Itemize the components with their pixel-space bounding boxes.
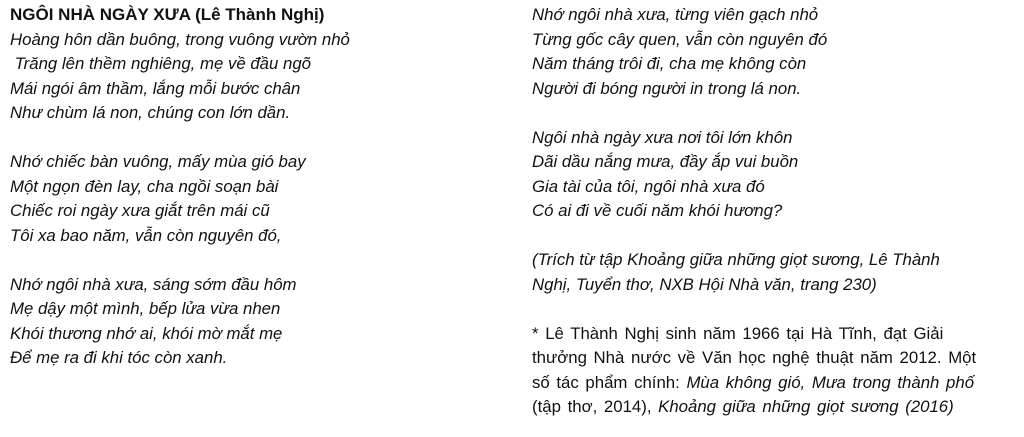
poem-line: Năm tháng trôi đi, cha mẹ không còn bbox=[532, 54, 807, 73]
stanza-3 bbox=[10, 273, 510, 371]
poem-line: Người đi bóng người in trong lá non. bbox=[532, 78, 802, 98]
poem-line: Gia tài của tôi, ngôi nhà xưa đó bbox=[532, 176, 765, 196]
poem-line: Như chùm lá non, chúng con lớn dần. bbox=[10, 103, 291, 122]
poem-line: Để mẹ ra đi khi tóc còn xanh. bbox=[10, 348, 228, 367]
stanza-gap bbox=[10, 126, 510, 151]
stanza-gap bbox=[10, 248, 510, 273]
poem-line: Một ngọn đèn lay, cha ngồi soạn bài bbox=[10, 176, 279, 196]
note-line: * Lê Thành Nghị sinh năm 1966 tại Hà Tĩnh, đạt Giải bbox=[532, 323, 944, 343]
section-gap bbox=[532, 297, 1024, 322]
author-note bbox=[532, 322, 1024, 420]
poem-line: Mẹ dậy một mình, bếp lửa vừa nhen bbox=[10, 299, 281, 318]
stanza-1 bbox=[10, 28, 510, 126]
note-line: thưởng Nhà nước về Văn học nghệ thuật năm 2012. Một bbox=[532, 348, 977, 367]
poem-line: Hoàng hôn dần buông, trong vuông vườn nhỏ bbox=[10, 29, 350, 49]
poem-line: Chiếc roi ngày xưa giắt trên mái cũ bbox=[10, 201, 270, 220]
poem-line: Từng gốc cây quen, vẫn còn nguyên đó bbox=[532, 29, 828, 49]
stanza-gap bbox=[532, 224, 1024, 249]
poem-title: NGÔI NHÀ NGÀY XƯA (Lê Thành Nghị) bbox=[10, 5, 325, 24]
poem-line: Có ai đi về cuối năm khói hương? bbox=[532, 201, 783, 220]
source-citation bbox=[532, 248, 1024, 297]
poem-line: Trăng lên thềm nghiêng, mẹ về đầu ngõ bbox=[10, 54, 312, 73]
note-line bbox=[532, 395, 1024, 420]
stanza-4 bbox=[532, 3, 1024, 101]
source-line: (Trích từ tập Khoảng giữa những giọt sương, Lê Thành bbox=[532, 250, 940, 269]
poem-line: Nhớ chiếc bàn vuông, mấy mùa gió bay bbox=[10, 152, 306, 171]
note-text: số tác phẩm chính: bbox=[532, 372, 687, 392]
note-text: (tập thơ, 2014), bbox=[532, 397, 659, 416]
poem-line: Nhớ ngôi nhà xưa, sáng sớm đầu hôm bbox=[10, 274, 297, 294]
poem-line: Mái ngói âm thầm, lắng mỗi bước chân bbox=[10, 78, 301, 98]
poem-line: Tôi xa bao năm, vẫn còn nguyên đó, bbox=[10, 225, 282, 245]
poem-line: Nhớ ngôi nhà xưa, từng viên gạch nhỏ bbox=[532, 5, 819, 24]
poem-line: Dãi dầu nắng mưa, đầy ắp vui buồn bbox=[532, 152, 799, 171]
poem-left-column bbox=[10, 0, 510, 371]
source-line: Nghị, Tuyển thơ, NXB Hội Nhà văn, trang 230) bbox=[532, 274, 877, 294]
poem-line: Khói thương nhớ ai, khói mờ mắt mẹ bbox=[10, 323, 283, 343]
stanza-gap bbox=[532, 101, 1024, 126]
stanza-5 bbox=[532, 126, 1024, 224]
poem-right-column bbox=[532, 0, 1024, 420]
note-works: Mùa không gió, Mưa trong thành phố bbox=[686, 372, 975, 392]
note-works: Khoảng giữa những giọt sương (2016) bbox=[658, 397, 954, 416]
note-line bbox=[532, 371, 1024, 396]
poem-line: Ngôi nhà ngày xưa nơi tôi lớn khôn bbox=[532, 127, 793, 147]
stanza-2 bbox=[10, 150, 510, 248]
